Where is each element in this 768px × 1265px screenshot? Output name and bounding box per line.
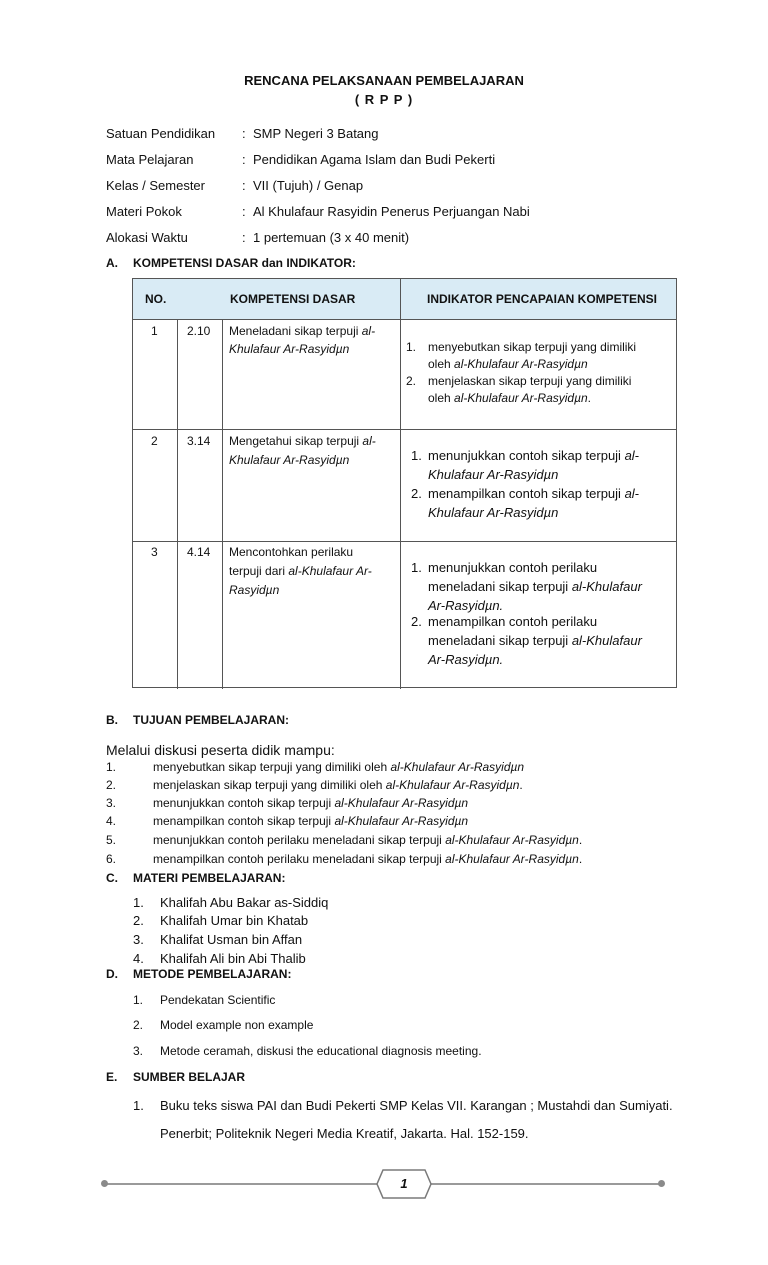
list-number: 3.: [133, 1044, 144, 1058]
indicator-item: 2. menampilkan contoh perilaku meneladani sikap terpuji al-Khulafaur Ar-Rasyidµn.: [411, 614, 642, 667]
page-number: 1: [400, 1176, 408, 1191]
identity-value: 1 pertemuan (3 x 40 menit): [253, 230, 410, 245]
section-a-heading: KOMPETENSI DASAR dan INDIKATOR:: [133, 256, 356, 270]
document-title: RENCANA PELAKSANAAN PEMBELAJARAN: [244, 73, 524, 88]
header-indicator: INDIKATOR PENCAPAIAN KOMPETENSI: [427, 292, 658, 306]
list-item: menampilkan contoh sikap terpuji al-Khulafaur Ar-Rasyidµn: [153, 814, 469, 828]
list-item: Model example non example: [160, 1018, 314, 1032]
list-item: Khalifah Abu Bakar as-Siddiq: [160, 895, 329, 910]
list-number: 3.: [133, 932, 144, 947]
list-number: 5.: [106, 833, 117, 847]
kd-code: 3.14: [187, 434, 211, 448]
identity-label: Satuan Pendidikan: [106, 126, 216, 141]
table-header: [133, 279, 676, 320]
identity-label: Materi Pokok: [106, 204, 182, 219]
column-divider: [177, 319, 178, 689]
footer-dot-right: [658, 1180, 665, 1187]
competency-table: [132, 278, 677, 688]
identity-value: SMP Negeri 3 Batang: [253, 126, 379, 141]
document-subtitle: ( R P P ): [354, 92, 414, 107]
identity-colon: :: [242, 126, 246, 141]
column-divider: [222, 319, 223, 689]
column-divider: [400, 279, 401, 689]
indicator-item: 2. menjelaskan sikap terpuji yang dimiliki oleh al-Khulafaur Ar-Rasyidµn.: [406, 374, 632, 405]
kd-text-cont: terpuji dari al-Khulafaur Ar-: [229, 564, 372, 578]
list-item: Khalifah Ali bin Abi Thalib: [160, 951, 306, 966]
row-number: 1: [151, 324, 158, 338]
header-kd: KOMPETENSI DASAR: [230, 292, 356, 306]
identity-label: Kelas / Semester: [106, 178, 205, 193]
indicator-item: 1. menunjukkan contoh sikap terpuji al- Khulafaur Ar-Rasyidµn: [411, 448, 640, 482]
list-number: 1.: [133, 1098, 144, 1113]
list-number: 6.: [106, 852, 117, 866]
kd-text-cont: Khulafaur Ar-Rasyidµn: [229, 342, 350, 356]
list-item: Buku teks siswa PAI dan Budi Pekerti SMP Kelas VII. Karangan ; Mustahdi dan Sumiyati.: [160, 1098, 673, 1113]
list-number: 4.: [106, 814, 117, 828]
kd-code: 4.14: [187, 545, 211, 559]
section-d-letter: D.: [106, 967, 118, 981]
section-b-heading: TUJUAN PEMBELAJARAN:: [133, 713, 290, 727]
list-item: menunjukkan contoh sikap terpuji al-Khulafaur Ar-Rasyidµn: [153, 796, 469, 810]
list-item-cont: Penerbit; Politeknik Negeri Media Kreatif, Jakarta. Hal. 152-159.: [160, 1126, 529, 1141]
kd-text-cont: Khulafaur Ar-Rasyidµn: [229, 453, 350, 467]
identity-label: Mata Pelajaran: [106, 152, 194, 167]
identity-value: Al Khulafaur Rasyidin Penerus Perjuangan Nabi: [253, 204, 530, 219]
section-e-letter: E.: [106, 1070, 118, 1084]
identity-value: VII (Tujuh) / Genap: [253, 178, 364, 193]
identity-value: Pendidikan Agama Islam dan Budi Pekerti: [253, 152, 496, 167]
list-item: menyebutkan sikap terpuji yang dimiliki oleh al-Khulafaur Ar-Rasyidµn: [153, 760, 525, 774]
list-item: Khalifah Umar bin Khatab: [160, 913, 309, 928]
row-divider: [133, 541, 676, 542]
section-c-letter: C.: [106, 871, 118, 885]
list-number: 1.: [133, 895, 144, 910]
row-number: 2: [151, 434, 158, 448]
list-item: menunjukkan contoh perilaku meneladani sikap terpuji al-Khulafaur Ar-Rasyidµn.: [153, 833, 583, 847]
list-number: 2.: [133, 913, 144, 928]
row-divider: [133, 429, 676, 430]
list-item: menampilkan contoh perilaku meneladani sikap terpuji al-Khulafaur Ar-Rasyidµn.: [153, 852, 583, 866]
identity-colon: :: [242, 178, 246, 193]
footer-dot-left: [101, 1180, 108, 1187]
row-number: 3: [151, 545, 158, 559]
list-item: Metode ceramah, diskusi the educational diagnosis meeting.: [160, 1044, 482, 1058]
identity-label: Alokasi Waktu: [106, 230, 188, 245]
section-b-letter: B.: [106, 713, 118, 727]
list-item: Khalifat Usman bin Affan: [160, 932, 303, 947]
indicator-item: 1. menyebutkan sikap terpuji yang dimiliki oleh al-Khulafaur Ar-Rasyidµn: [406, 340, 637, 371]
identity-colon: :: [242, 204, 246, 219]
list-item: menjelaskan sikap terpuji yang dimiliki oleh al-Khulafaur Ar-Rasyidµn.: [153, 778, 523, 792]
list-number: 4.: [133, 951, 144, 966]
indicator-item: 2. menampilkan contoh sikap terpuji al- Khulafaur Ar-Rasyidµn: [411, 486, 640, 520]
list-item: Pendekatan Scientific: [160, 993, 276, 1007]
identity-colon: :: [242, 230, 246, 245]
kd-text-cont: Rasyidµn: [229, 583, 280, 597]
header-no: NO.: [145, 292, 167, 306]
list-number: 3.: [106, 796, 117, 810]
kd-code: 2.10: [187, 324, 211, 338]
section-b-intro: Melalui diskusi peserta didik mampu:: [106, 742, 335, 758]
identity-colon: :: [242, 152, 246, 167]
list-number: 2.: [106, 778, 117, 792]
section-c-heading: MATERI PEMBELAJARAN:: [133, 871, 286, 885]
section-d-heading: METODE PEMBELAJARAN:: [133, 967, 292, 981]
section-e-heading: SUMBER BELAJAR: [133, 1070, 246, 1084]
list-number: 1.: [133, 993, 144, 1007]
indicator-item: 1. menunjukkan contoh perilaku meneladani sikap terpuji al-Khulafaur Ar-Rasyidµn.: [411, 560, 642, 613]
kd-text: Mencontohkan perilaku: [229, 545, 354, 559]
kd-text: Meneladani sikap terpuji al-: [229, 324, 376, 338]
section-a-letter: A.: [106, 256, 118, 270]
list-number: 1.: [106, 760, 117, 774]
list-number: 2.: [133, 1018, 144, 1032]
kd-text: Mengetahui sikap terpuji al-: [229, 434, 376, 448]
